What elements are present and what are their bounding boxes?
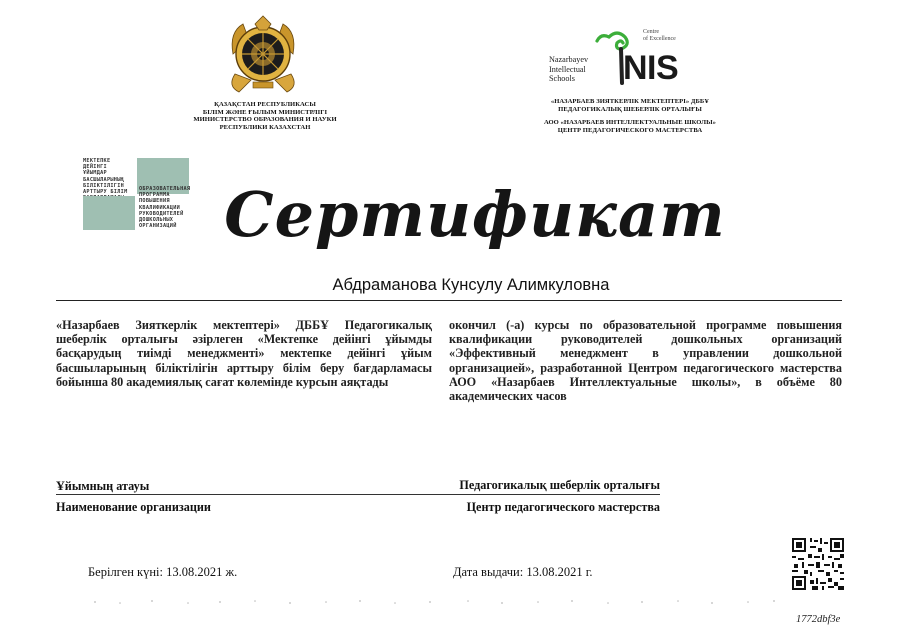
certificate-title: Сертификат: [224, 178, 726, 251]
program-logo-line: ПРОГРАММА: [139, 192, 170, 199]
program-logo-line: ОБРАЗОВАТЕЛЬНАЯ: [139, 186, 191, 192]
verification-code: 1772dbf3e: [796, 614, 841, 625]
nis-caption-line: АОО «НАЗАРБАЕВ ИНТЕЛЛЕКТУАЛЬНЫЕ ШКОЛЫ»: [544, 119, 716, 127]
recipient-name: Абдраманова Кунсулу Алимкуловна: [332, 276, 610, 294]
nis-caption-line: «НАЗАРБАЕВ ЗИЯТКЕРЛІК МЕКТЕПТЕРІ» ДББҰ: [550, 98, 710, 105]
organization-value-ru: Центр педагогического мастерства: [466, 500, 660, 514]
kazakhstan-emblem-icon: [225, 14, 301, 96]
program-logo-line: АРТТЫРУ БІЛІМ: [83, 189, 128, 196]
ministry-caption-line: ҚАЗАҚСТАН РЕСПУБЛИКАСЫ: [214, 101, 316, 108]
ministry-caption-line: МИНИСТЕРСТВО ОБРАЗОВАНИЯ И НАУКИ: [193, 116, 337, 124]
program-logo-line: КВАЛИФИКАЦИИ: [139, 204, 181, 211]
body-text-ru: окончил (-а) курсы по образовательной программе повышения квалификации руководителей дошкольных организаций «Эффективный менеджмент в управлении дошкольной организацией», разработанной Центром педагогического мастерства АОО «Назарбаев Интеллектуальные школы», в объёме 80 академических часов: [449, 318, 842, 404]
nis-coe-line: Centre: [643, 29, 659, 35]
organization-label-ru: Наименование организации: [56, 500, 211, 514]
nis-wordmark: NIS: [623, 49, 679, 87]
program-logo-line: РУКОВОДИТЕЛЕЙ: [139, 210, 184, 217]
program-logo-line: ДЕЙІНГІ: [83, 164, 107, 171]
program-logo-line: ПОВЫШЕНИЯ: [139, 198, 170, 205]
nis-coe-line: of Excellence: [643, 35, 676, 42]
program-logo-line: ҰЙЫМДАР: [83, 170, 107, 177]
nis-caption: [520, 98, 740, 134]
divider: [56, 300, 842, 301]
nis-logo-line: Nazarbayev: [549, 55, 589, 64]
nis-centre-of-excellence: [643, 29, 676, 42]
issue-date-ru: Дата выдачи: 13.08.2021 г.: [453, 565, 593, 579]
nis-logo-line: Intellectual: [549, 64, 586, 74]
ministry-caption: [175, 101, 355, 131]
nis-caption-line: ПЕДАГОГИКАЛЫҚ ШЕБЕРЛІК ОРТАЛЫҒЫ: [558, 105, 702, 113]
program-logo-line: ДОШКОЛЬНЫХ: [139, 217, 174, 224]
nis-logo: [545, 25, 705, 95]
organization-value-kz: Педагогикалық шеберлік орталығы: [459, 478, 660, 492]
nis-logo-line: Schools: [549, 74, 575, 83]
qr-code-icon: [792, 532, 844, 596]
decorative-microtext: [90, 596, 780, 608]
issue-date-kz: Берілген күні: 13.08.2021 ж.: [88, 565, 238, 579]
nis-logo-left-text: [549, 55, 588, 84]
body-text-kz: «Назарбаев Зияткерлік мектептері» ДББҰ Педагогикалық шеберлік орталығы әзірлеген «Мектепке дейінгі ұйымды басқарудың тиімді менеджменті» мектепке дейінгі ұйым басшыларының біліктілігін арттыру білім беру бағдарламасы бойынша 80 академиялық сағат көлемінде курсын аяқтады: [56, 318, 432, 389]
organization-label-kz: Ұйымның атауы: [56, 479, 150, 493]
program-logo-line: ОРГАНИЗАЦИЙ: [139, 223, 177, 230]
program-logo-line: МЕКТЕПКЕ: [83, 158, 111, 164]
program-logo-line: БАСШЫЛАРЫНЫҢ: [83, 176, 125, 183]
program-logo-line: БІЛІКТІЛІГІН: [83, 182, 125, 189]
ministry-caption-line: БІЛІМ ЖӘНЕ ҒЫЛЫМ МИНИСТРЛІГІ: [202, 108, 328, 116]
nis-caption-line: ЦЕНТР ПЕДАГОГИЧЕСКОГО МАСТЕРСТВА: [557, 126, 703, 134]
divider: [56, 494, 660, 495]
ministry-caption-line: РЕСПУБЛИКИ КАЗАХСТАН: [219, 123, 311, 131]
